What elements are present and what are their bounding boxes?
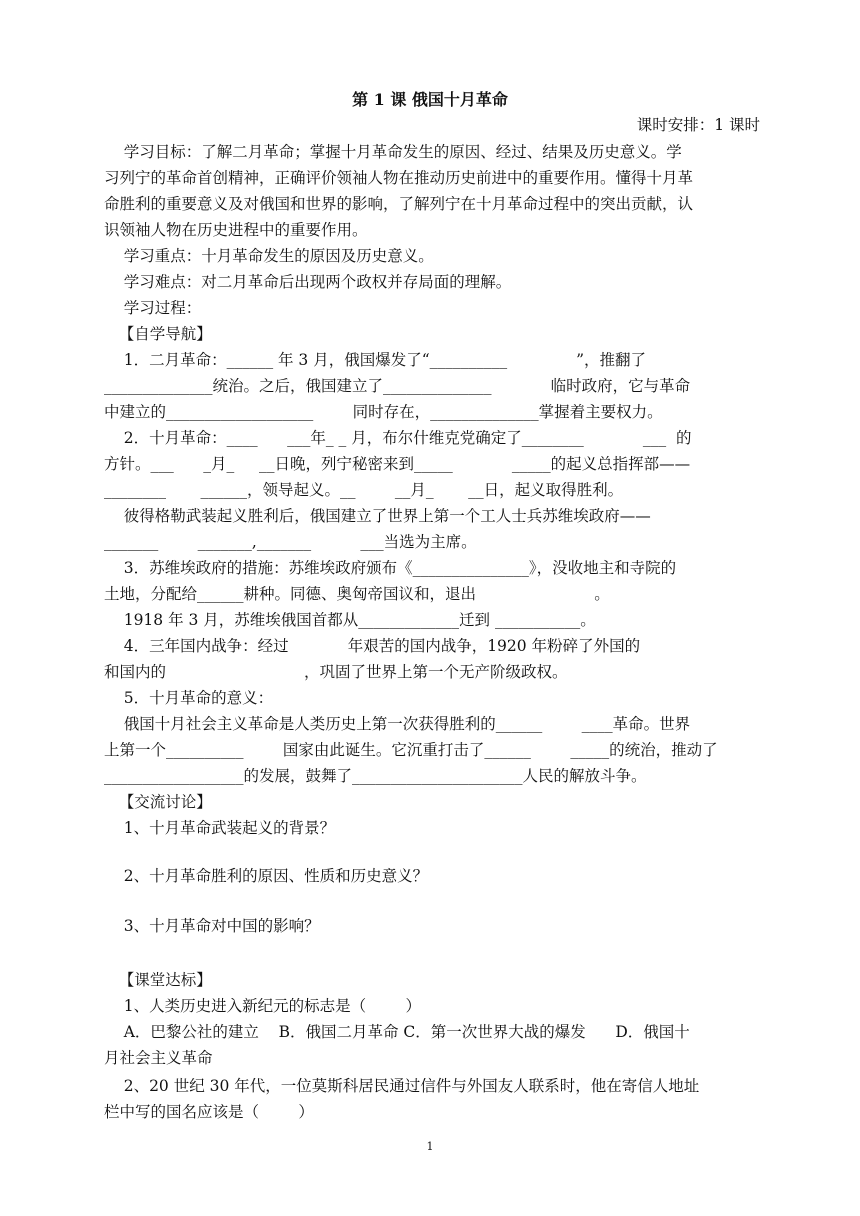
fill-blank-line: 4．三年国内战争：经过 年艰苦的国内战争，1920 年粉碎了外国的 <box>104 637 641 655</box>
difficulty-line: 学习难点：对二月革命后出现两个政权并存局面的理解。 <box>104 273 512 291</box>
fill-blank-line: 上第一个__________ 国家由此诞生。它沉重打击了______ _____的统治，推动了 <box>104 741 718 759</box>
discussion-question: 3、十月革命对中国的影响？ <box>104 917 320 935</box>
section-heading-self-study: 【自学导航】 <box>104 325 212 343</box>
fill-blank-line: ________ ______，领导起义。__ __月_ __日，起义取得胜利。 <box>104 481 624 499</box>
process-heading: 学习过程： <box>104 299 202 317</box>
fill-blank-line: 1918 年 3 月，苏维埃俄国首都从_____________迁到 ___________。 <box>104 611 596 629</box>
exercise-question: 2、20 世纪 30 年代，一位莫斯科居民通过信件与外国友人联系时，他在寄信人地址 <box>104 1077 700 1095</box>
fill-blank-line: 土地，分配给______耕种。同德、奥匈帝国议和，退出 。 <box>104 585 610 603</box>
discussion-question: 1、十月革命武装起义的背景？ <box>104 819 336 837</box>
objective-line: 习列宁的革命首创精神，正确评价领袖人物在推动历史前进中的重要作用。懂得十月革 <box>104 169 694 187</box>
key-point-line: 学习重点：十月革命发生的原因及历史意义。 <box>104 247 434 265</box>
fill-blank-line: 3．苏维埃政府的措施：苏维埃政府颁布《_______________》，没收地主和寺院的 <box>104 559 677 577</box>
fill-blank-line: 彼得格勒武装起义胜利后，俄国建立了世界上第一个工人士兵苏维埃政府—— <box>104 507 651 525</box>
fill-blank-line: 5．十月革命的意义： <box>104 689 274 707</box>
objective-line: 学习目标：了解二月革命；掌握十月革命发生的原因、经过、结果及历史意义。学 <box>104 143 682 161</box>
fill-blank-line: ______________统治。之后，俄国建立了______________ 临时政府，它与革命 <box>104 377 691 395</box>
discussion-question: 2、十月革命胜利的原因、性质和历史意义？ <box>104 867 429 885</box>
lesson-title: 第 1 课 俄国十月革命 <box>352 90 508 109</box>
fill-blank-line: __________________的发展，鼓舞了______________________人民的解放斗争。 <box>104 767 647 785</box>
section-heading-discussion: 【交流讨论】 <box>104 793 212 811</box>
fill-blank-line: 俄国十月社会主义革命是人类历史上第一次获得胜利的______ ____革命。世界 <box>104 715 691 733</box>
fill-blank-line: _______ _______,_______ ___当选为主席。 <box>104 533 477 551</box>
section-heading-exercises: 【课堂达标】 <box>104 971 212 989</box>
exercise-options: 月社会主义革命 <box>104 1049 213 1067</box>
exercise-options: A．巴黎公社的建立 B．俄国二月革命 C．第一次世界大战的爆发 D．俄国十 <box>104 1023 690 1041</box>
fill-blank-line: 和国内的 ，巩固了世界上第一个无产阶级政权。 <box>104 663 568 681</box>
objective-line: 命胜利的重要意义及对俄国和世界的影响，了解列宁在十月革命过程中的突出贡献，认 <box>104 195 694 213</box>
schedule-note: 课时安排：1 课时 <box>636 116 760 134</box>
page-number: 1 <box>426 1140 434 1153</box>
fill-blank-line: 2．十月革命：____ ___年_ _ 月，布尔什维克党确定了________ ___ 的 <box>104 429 692 447</box>
fill-blank-line: 中建立的___________________ 同时存在，______________掌握着主要权力。 <box>104 403 663 421</box>
fill-blank-line: 1．二月革命：______ 年 3 月，俄国爆发了“__________ ”，推翻了 <box>104 351 647 369</box>
exercise-question: 栏中写的国名应该是（ ） <box>104 1103 314 1121</box>
objective-line: 识领袖人物在历史进程中的重要作用。 <box>104 221 368 239</box>
fill-blank-line: 方针。___ _月_ __日晚，列宁秘密来到_____ _____的起义总指挥部—— <box>104 455 691 473</box>
exercise-question: 1、人类历史进入新纪元的标志是（ ） <box>104 997 421 1015</box>
